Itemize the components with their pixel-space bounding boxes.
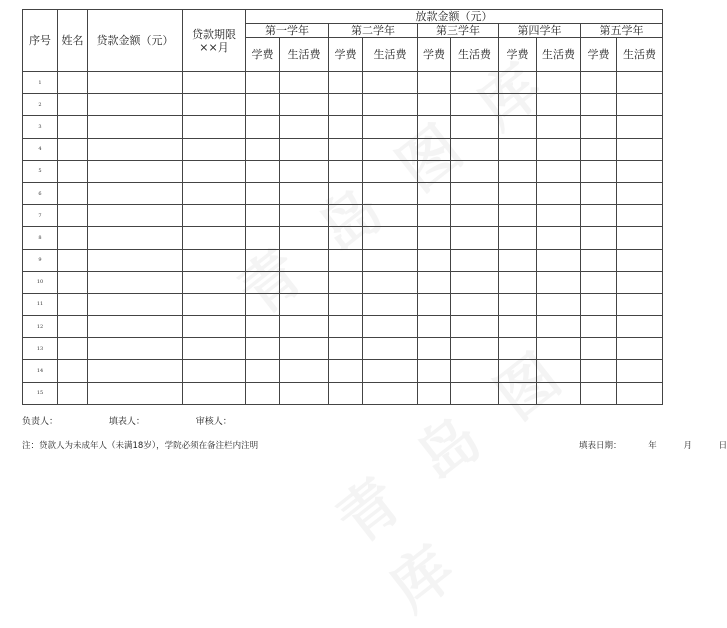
header-loan-amount: 贷款金额（元） [88, 10, 183, 72]
table-cell[interactable] [537, 160, 581, 182]
table-cell[interactable] [246, 205, 280, 227]
table-cell[interactable] [537, 382, 581, 404]
table-cell[interactable] [329, 205, 363, 227]
table-cell[interactable] [183, 382, 246, 404]
table-cell[interactable] [246, 316, 280, 338]
table-cell[interactable] [183, 138, 246, 160]
header-tuition: 学费 [246, 38, 280, 72]
header-year-1: 第一学年 [246, 24, 329, 38]
table-cell[interactable] [329, 338, 363, 360]
table-cell[interactable] [88, 249, 183, 271]
table-cell[interactable] [246, 249, 280, 271]
table-cell[interactable] [280, 160, 329, 182]
table-cell[interactable] [246, 182, 280, 204]
table-cell[interactable] [418, 205, 451, 227]
table-cell[interactable] [363, 382, 418, 404]
table-cell[interactable] [499, 293, 537, 315]
table-cell[interactable] [280, 316, 329, 338]
table-cell[interactable] [451, 182, 499, 204]
table-cell[interactable] [617, 338, 663, 360]
table-cell[interactable] [537, 316, 581, 338]
row-index: 2 [23, 94, 58, 116]
table-cell[interactable] [418, 182, 451, 204]
table-cell[interactable] [280, 382, 329, 404]
row-index: 10 [23, 271, 58, 293]
table-cell[interactable] [537, 138, 581, 160]
table-cell[interactable] [499, 316, 537, 338]
table-row [23, 249, 663, 271]
table-cell[interactable] [499, 116, 537, 138]
header-living: 生活费 [363, 38, 418, 72]
table-cell[interactable] [499, 205, 537, 227]
table-cell[interactable] [183, 227, 246, 249]
table-cell[interactable] [183, 249, 246, 271]
table-cell[interactable] [88, 360, 183, 382]
table-row [23, 72, 663, 94]
table-cell[interactable] [58, 72, 88, 94]
date-label: 填表日期： [579, 441, 622, 451]
table-cell[interactable] [451, 249, 499, 271]
table-cell[interactable] [246, 72, 280, 94]
table-cell[interactable] [58, 182, 88, 204]
table-cell[interactable] [329, 382, 363, 404]
table-row [23, 382, 663, 404]
table-cell[interactable] [88, 182, 183, 204]
loan-term-line1: 贷款期限 [192, 27, 236, 41]
row-index: 8 [23, 227, 58, 249]
table-cell[interactable] [246, 94, 280, 116]
table-cell[interactable] [617, 360, 663, 382]
table-row [23, 271, 663, 293]
table-cell[interactable] [418, 382, 451, 404]
table-cell[interactable] [329, 116, 363, 138]
row-index: 15 [23, 382, 58, 404]
loan-form-sheet [22, 9, 662, 405]
table-cell[interactable] [280, 360, 329, 382]
table-cell[interactable] [246, 360, 280, 382]
table-cell[interactable] [58, 316, 88, 338]
reviewer-label: 审核人： [195, 417, 232, 427]
table-cell[interactable] [363, 72, 418, 94]
table-cell[interactable] [183, 360, 246, 382]
table-cell[interactable] [451, 382, 499, 404]
row-index: 5 [23, 160, 58, 182]
table-cell[interactable] [280, 249, 329, 271]
table-cell[interactable] [88, 271, 183, 293]
table-cell[interactable] [537, 360, 581, 382]
table-cell[interactable] [246, 382, 280, 404]
header-tuition: 学费 [329, 38, 363, 72]
table-cell[interactable] [280, 138, 329, 160]
table-cell[interactable] [617, 249, 663, 271]
table-cell[interactable] [363, 205, 418, 227]
table-cell[interactable] [581, 316, 617, 338]
table-cell[interactable] [617, 72, 663, 94]
table-cell[interactable] [183, 271, 246, 293]
table-cell[interactable] [499, 182, 537, 204]
table-cell[interactable] [246, 227, 280, 249]
table-cell[interactable] [280, 116, 329, 138]
table-cell[interactable] [329, 316, 363, 338]
table-cell[interactable] [88, 382, 183, 404]
table-cell[interactable] [537, 116, 581, 138]
table-cell[interactable] [88, 72, 183, 94]
table-cell[interactable] [418, 293, 451, 315]
table-cell[interactable] [58, 227, 88, 249]
table-cell[interactable] [58, 138, 88, 160]
table-cell[interactable] [581, 338, 617, 360]
table-cell[interactable] [537, 182, 581, 204]
table-cell[interactable] [617, 227, 663, 249]
table-cell[interactable] [581, 293, 617, 315]
table-cell[interactable] [280, 94, 329, 116]
table-cell[interactable] [617, 160, 663, 182]
table-cell[interactable] [88, 160, 183, 182]
table-cell[interactable] [329, 72, 363, 94]
table-cell[interactable] [329, 94, 363, 116]
table-cell[interactable] [537, 249, 581, 271]
table-cell[interactable] [617, 382, 663, 404]
table-cell[interactable] [499, 360, 537, 382]
row-index: 6 [23, 182, 58, 204]
loan-table [22, 9, 663, 405]
table-cell[interactable] [363, 160, 418, 182]
table-cell[interactable] [617, 205, 663, 227]
table-cell[interactable] [363, 227, 418, 249]
table-row [23, 316, 663, 338]
table-row [23, 338, 663, 360]
table-row [23, 182, 663, 204]
header-disbursement: 放款金额（元） [246, 10, 663, 24]
table-cell[interactable] [280, 338, 329, 360]
table-cell[interactable] [329, 271, 363, 293]
table-cell[interactable] [499, 271, 537, 293]
table-cell[interactable] [537, 338, 581, 360]
row-index: 9 [23, 249, 58, 271]
table-cell[interactable] [329, 293, 363, 315]
table-cell[interactable] [418, 227, 451, 249]
filler-label: 填表人： [108, 417, 145, 427]
table-cell[interactable] [581, 94, 617, 116]
table-cell[interactable] [88, 227, 183, 249]
table-cell[interactable] [451, 116, 499, 138]
table-cell[interactable] [499, 138, 537, 160]
row-index: 3 [23, 116, 58, 138]
table-cell[interactable] [451, 293, 499, 315]
header-index: 序号 [23, 10, 58, 72]
table-cell[interactable] [246, 338, 280, 360]
table-cell[interactable] [246, 116, 280, 138]
table-cell[interactable] [418, 249, 451, 271]
table-cell[interactable] [581, 182, 617, 204]
table-cell[interactable] [246, 293, 280, 315]
table-cell[interactable] [183, 182, 246, 204]
header-tuition: 学费 [581, 38, 617, 72]
table-cell[interactable] [451, 138, 499, 160]
date-year: 年 [648, 441, 657, 451]
table-cell[interactable] [183, 72, 246, 94]
table-cell[interactable] [451, 72, 499, 94]
signature-line [22, 414, 280, 427]
table-cell[interactable] [537, 94, 581, 116]
header-living: 生活费 [617, 38, 663, 72]
table-cell[interactable] [58, 271, 88, 293]
table-cell[interactable] [537, 227, 581, 249]
table-cell[interactable] [280, 293, 329, 315]
row-index: 1 [23, 72, 58, 94]
table-cell[interactable] [183, 160, 246, 182]
table-cell[interactable] [581, 227, 617, 249]
header-tuition: 学费 [499, 38, 537, 72]
table-cell[interactable] [617, 271, 663, 293]
table-cell[interactable] [329, 360, 363, 382]
table-cell[interactable] [418, 316, 451, 338]
table-cell[interactable] [58, 360, 88, 382]
table-cell[interactable] [418, 360, 451, 382]
fill-date [579, 439, 727, 451]
table-cell[interactable] [581, 160, 617, 182]
loan-term-line2: ××月 [199, 40, 229, 54]
table-cell[interactable] [581, 116, 617, 138]
table-cell[interactable] [451, 360, 499, 382]
table-cell[interactable] [246, 160, 280, 182]
table-cell[interactable] [418, 94, 451, 116]
table-cell[interactable] [246, 271, 280, 293]
table-cell[interactable] [363, 249, 418, 271]
table-cell[interactable] [88, 116, 183, 138]
table-cell[interactable] [363, 316, 418, 338]
table-cell[interactable] [418, 72, 451, 94]
table-cell[interactable] [451, 227, 499, 249]
header-name: 姓名 [58, 10, 88, 72]
table-cell[interactable] [418, 138, 451, 160]
table-cell[interactable] [499, 72, 537, 94]
header-year-2: 第二学年 [329, 24, 418, 38]
table-cell[interactable] [581, 205, 617, 227]
table-row [23, 160, 663, 182]
table-cell[interactable] [537, 271, 581, 293]
row-index: 4 [23, 138, 58, 160]
table-cell[interactable] [617, 94, 663, 116]
table-cell[interactable] [58, 293, 88, 315]
table-row [23, 205, 663, 227]
table-cell[interactable] [280, 182, 329, 204]
table-cell[interactable] [451, 316, 499, 338]
table-cell[interactable] [183, 316, 246, 338]
table-cell[interactable] [581, 382, 617, 404]
row-index: 14 [23, 360, 58, 382]
table-cell[interactable] [363, 116, 418, 138]
table-cell[interactable] [537, 293, 581, 315]
table-cell[interactable] [581, 72, 617, 94]
row-index: 7 [23, 205, 58, 227]
table-cell[interactable] [363, 138, 418, 160]
table-cell[interactable] [418, 116, 451, 138]
table-cell[interactable] [183, 116, 246, 138]
row-index: 12 [23, 316, 58, 338]
table-cell[interactable] [617, 182, 663, 204]
table-cell[interactable] [617, 138, 663, 160]
table-cell[interactable] [451, 160, 499, 182]
table-cell[interactable] [329, 160, 363, 182]
table-cell[interactable] [581, 360, 617, 382]
date-month: 月 [683, 441, 692, 451]
row-index: 13 [23, 338, 58, 360]
table-cell[interactable] [183, 338, 246, 360]
table-cell[interactable] [499, 338, 537, 360]
table-body [23, 72, 663, 405]
table-cell[interactable] [58, 116, 88, 138]
table-cell[interactable] [246, 138, 280, 160]
table-cell[interactable] [617, 116, 663, 138]
table-cell[interactable] [363, 182, 418, 204]
table-cell[interactable] [499, 382, 537, 404]
table-cell[interactable] [451, 94, 499, 116]
header-loan-term [183, 10, 246, 72]
table-cell[interactable] [58, 382, 88, 404]
table-cell[interactable] [58, 94, 88, 116]
table-row [23, 116, 663, 138]
table-cell[interactable] [88, 293, 183, 315]
table-cell[interactable] [363, 293, 418, 315]
responsible-label: 负责人： [22, 417, 59, 427]
table-row [23, 94, 663, 116]
table-row [23, 293, 663, 315]
header-living: 生活费 [451, 38, 499, 72]
table-cell[interactable] [499, 249, 537, 271]
table-cell[interactable] [329, 227, 363, 249]
table-cell[interactable] [451, 271, 499, 293]
table-cell[interactable] [280, 271, 329, 293]
table-cell[interactable] [88, 338, 183, 360]
table-cell[interactable] [329, 138, 363, 160]
table-cell[interactable] [280, 227, 329, 249]
header-year-4: 第四学年 [499, 24, 581, 38]
header-living: 生活费 [537, 38, 581, 72]
table-cell[interactable] [581, 271, 617, 293]
header-year-3: 第三学年 [418, 24, 499, 38]
table-cell[interactable] [581, 249, 617, 271]
table-cell[interactable] [617, 316, 663, 338]
table-cell[interactable] [537, 72, 581, 94]
table-cell[interactable] [363, 94, 418, 116]
date-day: 日 [718, 441, 727, 451]
table-cell[interactable] [183, 205, 246, 227]
table-cell[interactable] [183, 94, 246, 116]
table-cell[interactable] [88, 316, 183, 338]
table-cell[interactable] [451, 205, 499, 227]
table-cell[interactable] [451, 338, 499, 360]
table-cell[interactable] [499, 227, 537, 249]
table-cell[interactable] [58, 160, 88, 182]
table-cell[interactable] [58, 205, 88, 227]
table-cell[interactable] [280, 205, 329, 227]
table-cell[interactable] [183, 293, 246, 315]
row-index: 11 [23, 293, 58, 315]
table-cell[interactable] [58, 249, 88, 271]
table-cell[interactable] [363, 360, 418, 382]
table-cell[interactable] [418, 271, 451, 293]
table-cell[interactable] [537, 205, 581, 227]
header-tuition: 学费 [418, 38, 451, 72]
footer-note: 注：贷款人为未成年人（未满18岁），学院必须在备注栏内注明 [22, 441, 259, 451]
table-cell[interactable] [58, 338, 88, 360]
table-cell[interactable] [499, 94, 537, 116]
table-cell[interactable] [617, 293, 663, 315]
table-cell[interactable] [280, 72, 329, 94]
table-row [23, 227, 663, 249]
header-living: 生活费 [280, 38, 329, 72]
table-row [23, 360, 663, 382]
table-cell[interactable] [363, 271, 418, 293]
table-cell[interactable] [418, 338, 451, 360]
table-cell[interactable] [88, 205, 183, 227]
table-cell[interactable] [418, 160, 451, 182]
table-row [23, 138, 663, 160]
table-cell[interactable] [88, 94, 183, 116]
header-year-5: 第五学年 [581, 24, 663, 38]
table-cell[interactable] [329, 182, 363, 204]
table-cell[interactable] [499, 160, 537, 182]
table-cell[interactable] [329, 249, 363, 271]
table-cell[interactable] [363, 338, 418, 360]
table-cell[interactable] [88, 138, 183, 160]
table-cell[interactable] [581, 138, 617, 160]
